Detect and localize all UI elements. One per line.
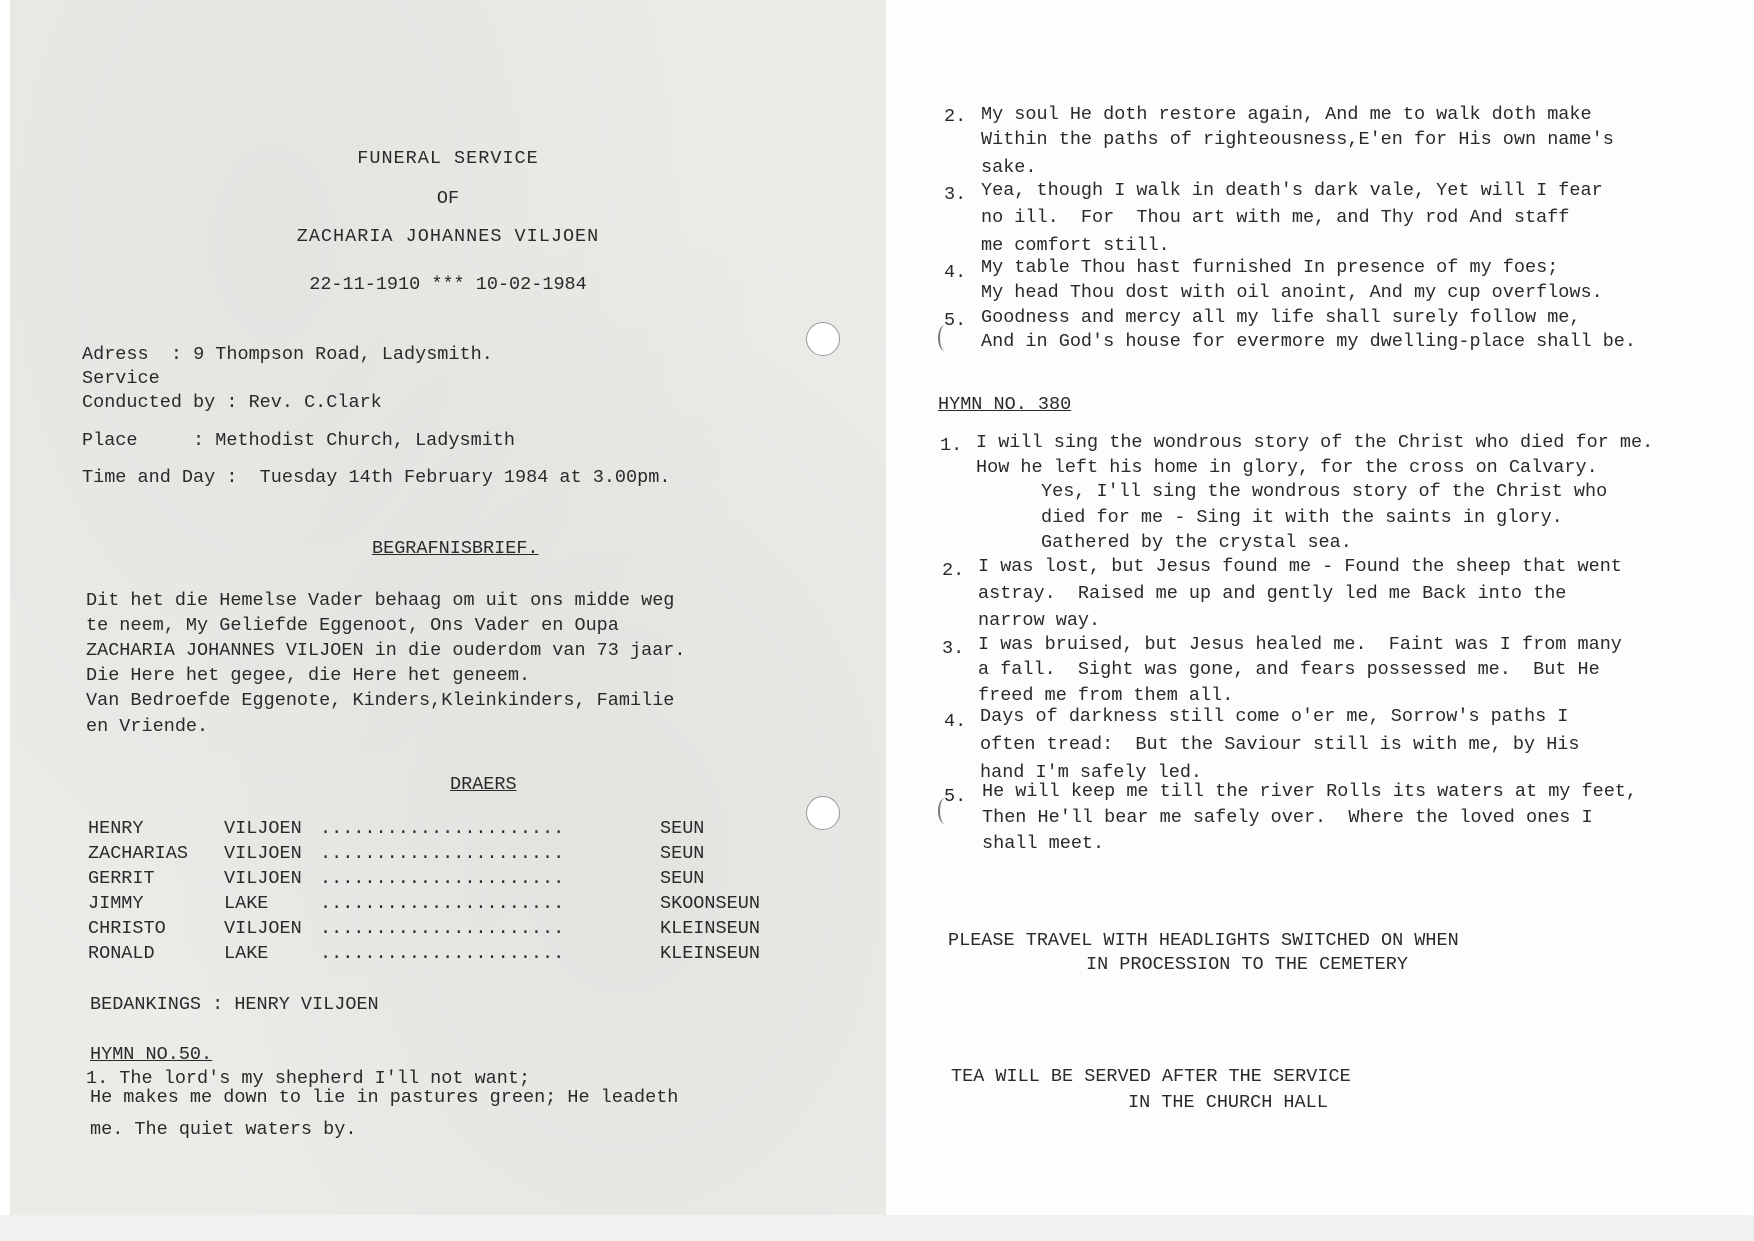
bearer-row: HENRY VILJOEN ...................... SEUN <box>88 818 705 839</box>
left-page <box>10 0 886 1215</box>
verse-number: 5. <box>944 786 967 807</box>
verse-number: 4. <box>944 711 967 732</box>
hymn-50-line: 1. The lord's my shepherd I'll not want; <box>86 1068 531 1089</box>
verse-line: no ill. For Thou art with me, and Thy rod And staff <box>981 207 1570 228</box>
verse-line: me comfort still. <box>981 235 1170 256</box>
verse-line: I will sing the wondrous story of the Christ who died for me. <box>976 432 1654 453</box>
verse-number: 5. <box>944 310 967 331</box>
verse-number: 2. <box>942 560 965 581</box>
begrafnis-line: te neem, My Geliefde Eggenoot, Ons Vader en Oupa <box>86 615 619 636</box>
verse-line: My soul He doth restore again, And me to walk doth make <box>981 104 1592 125</box>
notice-line: TEA WILL BE SERVED AFTER THE SERVICE <box>951 1066 1351 1087</box>
detail-place: Place : Methodist Church, Ladysmith <box>82 430 515 451</box>
verse-line: I was bruised, but Jesus healed me. Faint was I from many <box>978 634 1622 655</box>
verse-line: astray. Raised me up and gently led me Back into the <box>978 583 1567 604</box>
verse-number: 3. <box>944 184 967 205</box>
notice-line: PLEASE TRAVEL WITH HEADLIGHTS SWITCHED ON WHEN <box>948 930 1459 951</box>
hymn-380-heading: HYMN NO. 380 <box>938 394 1072 415</box>
deceased-name: ZACHARIA JOHANNES VILJOEN <box>296 226 600 247</box>
chorus-line: died for me - Sing it with the saints in glory. <box>1041 507 1563 528</box>
hymn-50-heading: HYMN NO.50. <box>90 1044 213 1065</box>
bearer-row: JIMMY LAKE ...................... SKOONSEUN <box>88 893 760 914</box>
punch-hole <box>806 796 840 830</box>
verse-number: 4. <box>944 262 967 283</box>
verse-number: 3. <box>942 638 965 659</box>
verse-line: And in God's house for evermore my dwelling-place shall be. <box>981 331 1637 352</box>
verse-line: freed me from them all. <box>978 685 1234 706</box>
verse-line: a fall. Sight was gone, and fears possessed me. But He <box>978 659 1600 680</box>
scan-bottom-strip <box>0 1215 1754 1241</box>
hymn-50-line: He makes me down to lie in pastures green; He leadeth <box>90 1087 679 1108</box>
verse-line: My head Thou dost with oil anoint, And my cup overflows. <box>981 282 1603 303</box>
verse-line: Goodness and mercy all my life shall surely follow me, <box>981 307 1581 328</box>
begrafnis-line: ZACHARIA JOHANNES VILJOEN in die ouderdom van 73 jaar. <box>86 640 686 661</box>
detail-conducted-by: Conducted by : Rev. C.Clark <box>82 392 382 413</box>
verse-line: How he left his home in glory, for the cross on Calvary. <box>976 457 1598 478</box>
verse-line: often tread: But the Saviour still is with me, by His <box>980 734 1580 755</box>
chorus-line: Yes, I'll sing the wondrous story of the Christ who <box>1041 481 1608 502</box>
verse-line: He will keep me till the river Rolls its waters at my feet, <box>982 781 1638 802</box>
service-title: FUNERAL SERVICE <box>357 148 539 169</box>
life-dates: 22-11-1910 *** 10-02-1984 <box>309 274 587 295</box>
draers-heading: DRAERS <box>450 774 517 795</box>
verse-line: shall meet. <box>982 833 1105 854</box>
verse-line: Within the paths of righteousness,E'en for His own name's <box>981 129 1614 150</box>
verse-line: I was lost, but Jesus found me - Found the sheep that went <box>978 556 1622 577</box>
verse-line: Yea, though I walk in death's dark vale, Yet will I fear <box>981 180 1603 201</box>
notice-line: IN THE CHURCH HALL <box>1128 1092 1328 1113</box>
bearer-row: GERRIT VILJOEN ...................... SEUN <box>88 868 705 889</box>
begrafnis-line: Van Bedroefde Eggenote, Kinders,Kleinkinders, Familie <box>86 690 675 711</box>
detail-address: Adress : 9 Thompson Road, Ladysmith. <box>82 344 493 365</box>
bearer-row: CHRISTO VILJOEN ...................... KLEINSEUN <box>88 918 760 939</box>
verse-line: Then He'll bear me safely over. Where the loved ones I <box>982 807 1593 828</box>
notice-line: IN PROCESSION TO THE CEMETERY <box>1086 954 1408 975</box>
begrafnis-line: en Vriende. <box>86 716 209 737</box>
verse-number: 2. <box>944 106 967 127</box>
verse-number: 1. <box>940 435 963 456</box>
begrafnisbrief-heading: BEGRAFNISBRIEF. <box>372 538 539 559</box>
chorus-line: Gathered by the crystal sea. <box>1041 532 1352 553</box>
verse-line: Days of darkness still come o'er me, Sorrow's paths I <box>980 706 1569 727</box>
detail-time-and-day: Time and Day : Tuesday 14th February 1984 at 3.00pm. <box>82 467 671 488</box>
bearer-row: RONALD LAKE ...................... KLEINSEUN <box>88 943 760 964</box>
hymn-50-line: me. The quiet waters by. <box>90 1119 357 1140</box>
detail-service: Service <box>82 368 160 389</box>
begrafnis-line: Dit het die Hemelse Vader behaag om uit ons midde weg <box>86 590 675 611</box>
right-page <box>886 0 1746 1215</box>
verse-line: sake. <box>981 157 1037 178</box>
bedankings: BEDANKINGS : HENRY VILJOEN <box>90 994 379 1015</box>
punch-hole <box>806 322 840 356</box>
verse-line: narrow way. <box>978 610 1101 631</box>
bearer-row: ZACHARIAS VILJOEN ...................... SEUN <box>88 843 705 864</box>
begrafnis-line: Die Here het gegee, die Here het geneem. <box>86 665 531 686</box>
verse-line: hand I'm safely led. <box>980 762 1203 783</box>
verse-line: My table Thou hast furnished In presence of my foes; <box>981 257 1559 278</box>
service-title-of: OF <box>436 188 460 209</box>
